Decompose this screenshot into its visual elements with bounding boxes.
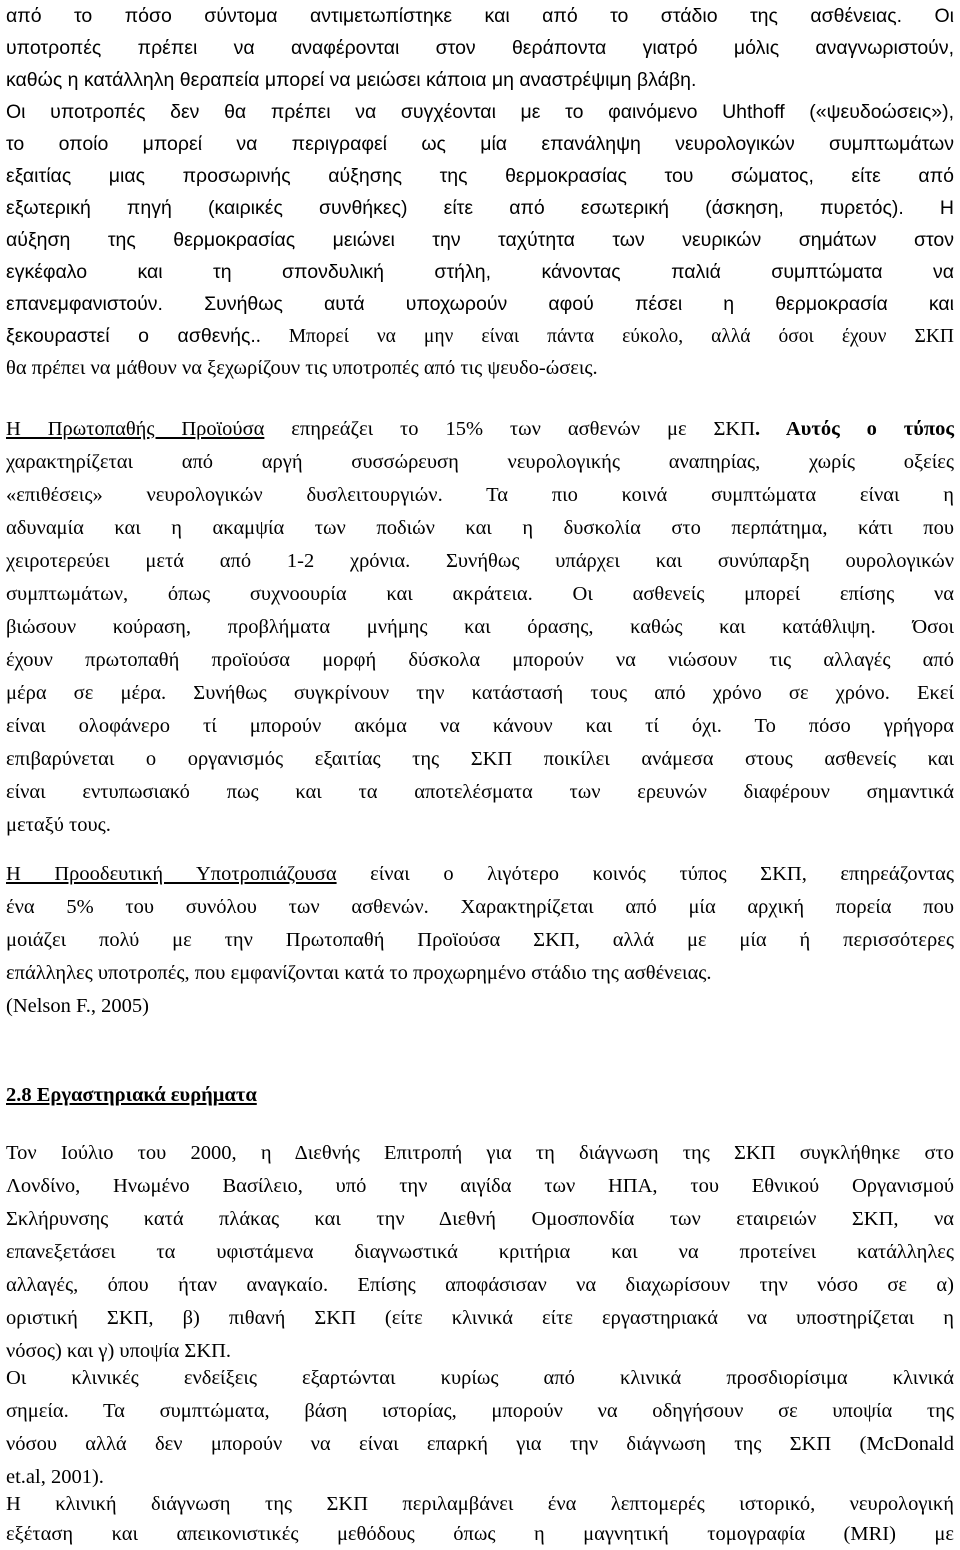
text-fragment: . Αυτός ο τύπος xyxy=(755,418,954,440)
text-line: χειροτερεύει μετά από 1-2 χρόνια. Συνήθως υπάρχει και συνύπαρξη ουρολογικών xyxy=(6,550,954,572)
text-line: et.al, 2001). xyxy=(6,1466,104,1488)
text-line: αλλαγές, όπου ήταν αναγκαίο. Επίσης αποφάσισαν να διαχωρίσουν την νόσο σε α) xyxy=(6,1274,954,1296)
text-line: από το πόσο σύντομα αντιμετωπίστηκε και από το στάδιο της ασθένειας. Οι xyxy=(6,5,954,27)
text-line: συμπτωμάτων, όπως συχνοουρία και ακράτεια. Οι ασθενείς μπορεί επίσης να xyxy=(6,583,954,605)
text-line: είναι ολοφάνερο τί μπορούν ακόμα να κάνουν και τί όχι. Το πόσο γρήγορα xyxy=(6,715,954,737)
text-line: επιβαρύνεται ο οργανισμός εξαιτίας της ΣΚΠ ποικίλει ανάμεσα στους ασθενείς και xyxy=(6,748,954,770)
text-line: Οι υποτροπές δεν θα πρέπει να συγχέονται με το φαινόμενο Uhthoff («ψευδοώσεις»), xyxy=(6,101,954,123)
text-line: μέρα σε μέρα. Συνήθως συγκρίνουν την κατάστασή τους από χρόνο σε χρόνο. Εκεί xyxy=(6,682,954,704)
text-line: σημεία. Τα συμπτώματα, βάση ιστορίας, μπορούν να οδηγήσουν σε υποψία της xyxy=(6,1400,954,1422)
text-line: οριστική ΣΚΠ, β) πιθανή ΣΚΠ (είτε κλινικά είτε εργαστηριακά να υποστηρίζεται η xyxy=(6,1307,954,1329)
text-line: αύξηση της θερμοκρασίας μειώνει την ταχύτητα των νευρικών σημάτων στον xyxy=(6,229,954,251)
text-line: βιώσουν κούραση, προβλήματα μνήμης και όρασης, καθώς και κατάθλιψη. Όσοι xyxy=(6,616,954,638)
text-line: εξέταση και απεικονιστικές μεθόδους όπως η μαγνητική τομογραφία (MRI) με xyxy=(6,1523,954,1545)
text-line: μεταξύ τους. xyxy=(6,814,111,836)
text-line: νόσου αλλά δεν μπορούν να είναι επαρκή για την διάγνωση της ΣΚΠ (McDonald xyxy=(6,1433,954,1455)
text-line: επανεμφανιστούν. Συνήθως αυτά υποχωρούν αφού πέσει η θερμοκρασία και xyxy=(6,293,954,315)
text-fragment: επηρεάζει το 15% των ασθενών με ΣΚΠ xyxy=(264,418,756,440)
text-line xyxy=(6,320,954,352)
text-fragment: ένα 5% του συνόλου των ασθενών xyxy=(6,896,424,918)
text-line: εξαιτίας μιας προσωρινής αύξησης της θερμοκρασίας του σώματος, είτε από xyxy=(6,165,954,187)
text-fragment: ξεκουραστεί ο ασθενής. xyxy=(6,325,256,347)
text-line: μοιάζει πολύ με την Πρωτοπαθή Προϊούσα ΣΚΠ, αλλά με μία ή περισσότερες xyxy=(6,929,954,951)
text-line: Η κλινική διάγνωση της ΣΚΠ περιλαμβάνει ένα λεπτομερές ιστορικό, νευρολογική xyxy=(6,1493,954,1515)
text-fragment: . Μπορεί να μην είναι πάντα εύκολο, αλλά όσοι έχουν ΣΚΠ xyxy=(255,326,954,347)
text-line: το οποίο μπορεί να περιγραφεί ως μία επανάληψη νευρολογικών συμπτωμάτων xyxy=(6,133,954,155)
text-line: «επιθέσεις» νευρολογικών δυσλειτουργιών. Τα πιο κοινά συμπτώματα είναι η xyxy=(6,484,954,506)
text-line: χαρακτηρίζεται από αργή συσσώρευση νευρολογικής αναπηρίας, χωρίς οξείες xyxy=(6,451,954,473)
text-line: εξωτερική πηγή (καιρικές συνθήκες) είτε από εσωτερική (άσκηση, πυρετός). Η xyxy=(6,197,954,219)
text-line: επάλληλες υποτροπές, που εμφανίζονται κατά το προχωρημένο στάδιο της ασθένειας. xyxy=(6,962,712,984)
text-line: καθώς η κατάλληλη θεραπεία μπορεί να μειώσει κάποια μη αναστρέψιμη βλάβη. xyxy=(6,69,697,91)
text-line: αδυναμία και η ακαμψία των ποδιών και η δυσκολία στο περπάτημα, κάτι που xyxy=(6,517,954,539)
text-line: εγκέφαλο και τη σπονδυλική στήλη, κάνοντας παλιά συμπτώματα να xyxy=(6,261,954,283)
text-line: έχουν πρωτοπαθή προϊούσα μορφή δύσκολα μπορούν να νιώσουν τις αλλαγές από xyxy=(6,649,954,671)
text-line: Λονδίνο, Ηνωμένο Βασίλειο, υπό την αιγίδα των ΗΠΑ, του Εθνικού Οργανισμού xyxy=(6,1175,954,1197)
progressive-relapsing-term: Η Προοδευτική Υποτροπιάζουσα xyxy=(6,863,337,885)
text-line: θα πρέπει να μάθουν να ξεχωρίζουν τις υποτροπές από τις ψευδο-ώσεις. xyxy=(6,357,598,379)
section-heading: 2.8 Εργαστηριακά ευρήματα xyxy=(6,1084,257,1106)
text-line xyxy=(6,891,954,923)
text-line: επανεξετάσει τα υφιστάμενα διαγνωστικά κριτήρια και να προτείνει κατάλληλες xyxy=(6,1241,954,1263)
text-line: (Nelson F., 2005) xyxy=(6,995,149,1017)
text-fragment: . Χαρακτηρίζεται από μία αρχική πορεία που xyxy=(423,896,954,918)
text-line: υποτροπές πρέπει να αναφέρονται στον θεράποντα γιατρό μόλις αναγνωριστούν, xyxy=(6,37,954,59)
text-line: Οι κλινικές ενδείξεις εξαρτώνται κυρίως από κλινικά προσδιορίσιμα κλινικά xyxy=(6,1367,954,1389)
text-line xyxy=(6,413,954,445)
text-fragment: είναι ο λιγότερο κοινός τύπος ΣΚΠ, επηρεάζοντας xyxy=(336,863,954,885)
text-line: νόσος) και γ) υποψία ΣΚΠ. xyxy=(6,1340,232,1362)
text-line: είναι εντυπωσιακό πως και τα αποτελέσματα των ερευνών διαφέρουν σημαντικά xyxy=(6,781,954,803)
text-line: Σκλήρυνσης κατά πλάκας και την Διεθνή Ομοσπονδία των εταιρειών ΣΚΠ, να xyxy=(6,1208,954,1230)
text-line: Τον Ιούλιο του 2000, η Διεθνής Επιτροπή για τη διάγνωση της ΣΚΠ συγκλήθηκε στο xyxy=(6,1142,954,1164)
primary-progressive-term: Η Πρωτοπαθής Προϊούσα xyxy=(6,418,265,440)
text-line xyxy=(6,858,954,890)
